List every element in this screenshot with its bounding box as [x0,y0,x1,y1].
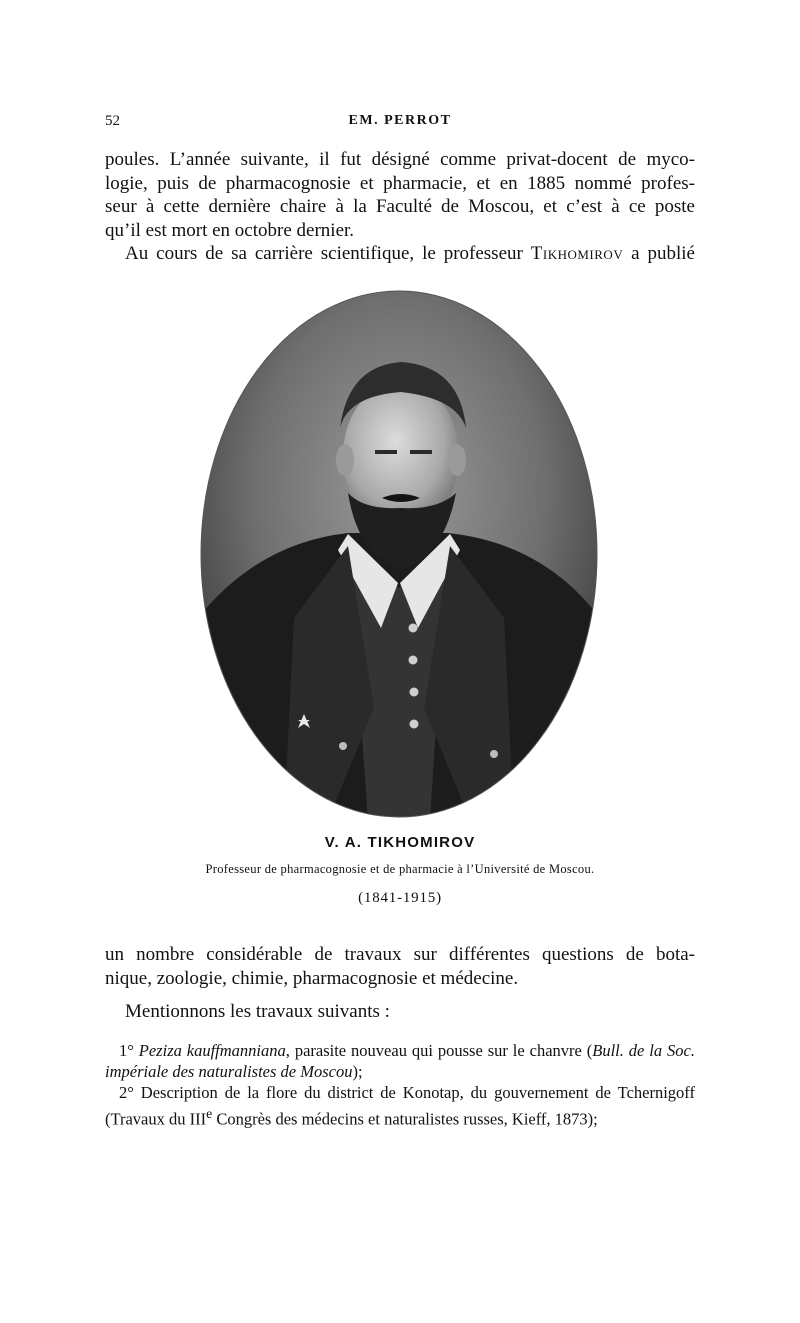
text-segment: ); [352,1062,363,1081]
reference-number: 2° [119,1083,141,1102]
figure-caption-name: V. A. TIKHOMIROV [324,834,476,851]
text-line: qu’il est mort en octobre dernier. [105,219,355,241]
text-segment: a publié [623,243,695,264]
paragraph-works [105,943,695,991]
figure-caption-dates: (1841-1915) [358,890,442,906]
page-number: 52 [105,113,120,129]
running-head [105,113,695,137]
text-line: logie, puis de pharmacognosie et pharmacie, et en 1885 nommé profes- [105,172,695,194]
text-line: nique, zoologie, chimie, pharmacognosie et médecine. [105,968,519,989]
text-segment: , parasite nouveau qui pousse sur le chanvre [285,1041,582,1060]
figure-caption-title: Professeur de pharmacognosie et de pharmacie à l’Université de Moscou. [205,862,595,876]
text-segment: Description de la flore du district de Konotap, du gouvernement de Tchernigoff (Travaux du III [105,1083,695,1129]
text-segment: ( [586,1041,593,1060]
reference-item [105,1040,695,1082]
paragraph-intro [105,242,695,266]
reference-title: Peziza kauffmanniana [138,1041,286,1060]
reference-list [105,1040,695,1130]
portrait-photo [198,288,600,820]
text-line: Mentionnons les travaux suivants : [125,1001,390,1022]
running-title: EM. PERROT [348,113,452,128]
text-line: poules. L’année suivante, il fut désigné comme privat-docent de myco- [105,149,695,170]
reference-number: 1° [119,1041,139,1060]
reference-item [105,1082,695,1130]
text-line: un nombre considérable de travaux sur différentes questions de bota- [105,944,695,965]
author-name: Tikhomirov [530,243,624,264]
superscript: e [206,1106,213,1121]
paragraph-continuation [105,148,695,266]
reference-source: Bull. de la Soc. impériale des naturalistes de Moscou [105,1041,696,1081]
paragraph-mention [105,1000,695,1024]
text-segment: Au cours de sa carrière scientifique, le professeur [125,243,531,264]
text-segment: Congrès des médecins et naturalistes russes, Kieff, 1873); [212,1109,598,1129]
text-line: seur à cette dernière chaire à la Faculté de Moscou, et c’est à ce poste [105,196,695,217]
